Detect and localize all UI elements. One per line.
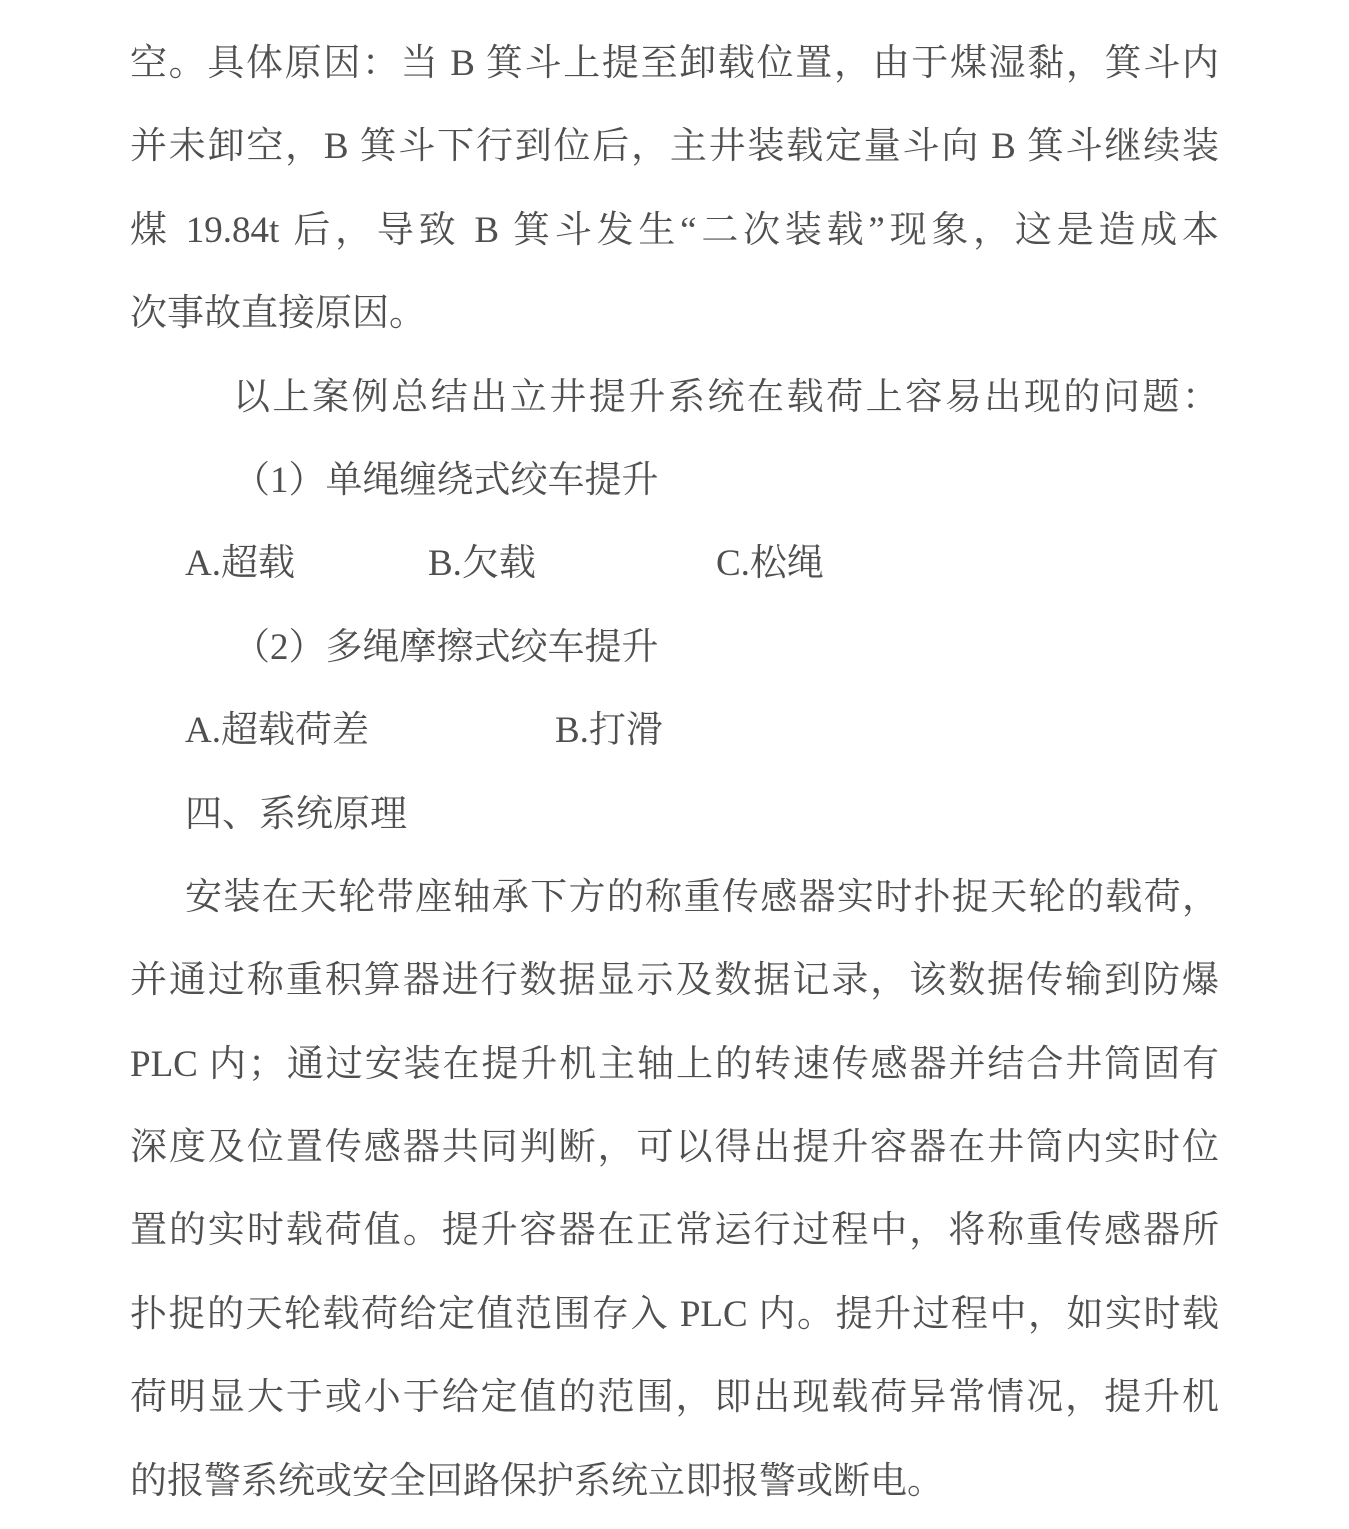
intro-paragraph-line-2: 并未卸空，B 箕斗下行到位后，主井装载定量斗向 B 箕斗继续装 [130,126,1219,168]
intro-paragraph-line-4: 次事故直接原因。 [130,293,426,335]
principle-paragraph-line-3: PLC 内；通过安装在提升机主轴上的转速传感器并结合井筒固有 [130,1043,1219,1085]
item-2-option-a: A.超载荷差 [185,710,369,752]
principle-paragraph-line-7: 荷明显大于或小于给定值的范围，即出现载荷异常情况，提升机 [130,1377,1219,1419]
intro-paragraph-line-3: 煤 19.84t 后，导致 B 箕斗发生“二次装载”现象，这是造成本 [130,209,1219,251]
item-2-option-b: B.打滑 [555,710,663,752]
item-1-option-c: C.松绳 [716,543,824,585]
item-2-options-row [130,689,1219,772]
summary-line: 以上案例总结出立井提升系统在载荷上容易出现的问题： [233,376,1219,418]
item-2-title: （2）多绳摩擦式绞车提升 [233,626,659,668]
principle-paragraph-line-2: 并通过称重积算器进行数据显示及数据记录，该数据传输到防爆 [130,960,1219,1002]
section-heading: 四、系统原理 [185,793,407,835]
item-1-option-b: B.欠载 [428,543,536,585]
principle-paragraph-line-6: 扑捉的天轮载荷给定值范围存入 PLC 内。提升过程中，如实时载 [130,1293,1219,1335]
principle-paragraph-line-8: 的报警系统或安全回路保护系统立即报警或断电。 [130,1460,944,1502]
principle-paragraph-line-4: 深度及位置传感器共同判断，可以得出提升容器在井筒内实时位 [130,1127,1219,1169]
principle-paragraph-line-1: 安装在天轮带座轴承下方的称重传感器实时扑捉天轮的载荷， [185,876,1219,918]
item-1-option-a: A.超载 [185,543,295,585]
item-1-title: （1）单绳缠绕式绞车提升 [233,459,659,501]
principle-paragraph-line-5: 置的实时载荷值。提升容器在正常运行过程中，将称重传感器所 [130,1210,1219,1252]
intro-paragraph-line-1: 空。具体原因：当 B 箕斗上提至卸载位置，由于煤湿黏，箕斗内 [130,43,1219,84]
document-text [130,22,1219,1523]
item-1-options-row [130,522,1219,605]
